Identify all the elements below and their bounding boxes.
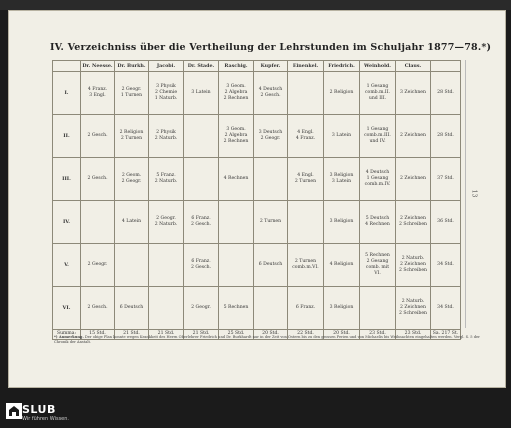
row-total: 28 Std. — [431, 115, 461, 158]
lesson-cell — [81, 201, 115, 244]
column-header: Einenkel. — [288, 61, 324, 72]
summary-total: Sa. 217 St. — [431, 330, 461, 340]
summary-total: 22 Std. — [288, 330, 324, 340]
summary-total: 15 Std. — [81, 330, 115, 340]
lesson-cell: 6 Deutsch — [254, 244, 288, 287]
lesson-cell: 4 Engl. 2 Turnen — [288, 158, 324, 201]
table-row — [53, 201, 461, 244]
lesson-cell: 3 Physik 2 Chemie 1 Naturb. — [149, 72, 184, 115]
lesson-cell: 2 Religion 2 Turnen — [115, 115, 149, 158]
table-row — [53, 158, 461, 201]
slub-logo-icon — [6, 403, 22, 419]
lesson-cell: 3 Geom. 2 Algebra 2 Rechnen — [219, 72, 254, 115]
lesson-cell — [288, 201, 324, 244]
lesson-cell: 3 Religion 3 Latein — [324, 158, 360, 201]
lesson-cell: 6 Franz. 2 Gesch. — [184, 244, 219, 287]
lesson-cell: 5 Franz. 2 Naturb. — [149, 158, 184, 201]
lesson-cell: 4 Rechnen — [219, 158, 254, 201]
lesson-cell — [219, 201, 254, 244]
lesson-cell: 3 Religion — [324, 287, 360, 330]
library-name: SLUB — [22, 403, 56, 416]
column-header: Raschig. — [219, 61, 254, 72]
lesson-cell: 3 Religion — [324, 201, 360, 244]
row-total: 34 Std. — [431, 244, 461, 287]
lesson-cell — [288, 72, 324, 115]
schedule-table — [52, 60, 461, 340]
lesson-cell: 5 Rechnen 2 Gesang comb. mit VI. — [360, 244, 396, 287]
lesson-cell: 2 Geogr. 2 Naturb. — [149, 201, 184, 244]
column-header: Friedrich. — [324, 61, 360, 72]
lesson-cell: 2 Turnen — [254, 201, 288, 244]
summary-total: 21 Std. — [184, 330, 219, 340]
lesson-cell: 2 Gesch. — [81, 115, 115, 158]
table-row — [53, 115, 461, 158]
lesson-cell: 4 Deutsch 1 Gesang comb.m.IV. — [360, 158, 396, 201]
summary-total: 20 Std. — [254, 330, 288, 340]
lesson-cell: 4 Franz. 3 Engl. — [81, 72, 115, 115]
lesson-cell: 3 Latein — [184, 72, 219, 115]
table-row — [53, 244, 461, 287]
column-header: Claus. — [396, 61, 431, 72]
lesson-cell: 2 Geom. 2 Geogr. — [115, 158, 149, 201]
table-row — [53, 287, 461, 330]
lesson-cell: 2 Geogr. — [81, 244, 115, 287]
lesson-cell — [184, 115, 219, 158]
lesson-cell: 6 Franz. — [288, 287, 324, 330]
lesson-cell: 2 Gesch. — [81, 287, 115, 330]
lesson-cell: 3 Zeichnen — [396, 72, 431, 115]
column-header: Dr. Neesse. — [81, 61, 115, 72]
lesson-cell: 2 Naturb. 2 Zeichnen 2 Schreiben — [396, 287, 431, 330]
margin-rule — [465, 60, 466, 328]
class-label: IV. — [53, 201, 81, 244]
book-spine — [0, 0, 511, 10]
class-label: I. — [53, 72, 81, 115]
lesson-cell — [254, 287, 288, 330]
table-row — [53, 72, 461, 115]
lesson-cell: 1 Gesang comb.m.III. und IV. — [360, 115, 396, 158]
row-total: 28 Std. — [431, 72, 461, 115]
class-label: VI. — [53, 287, 81, 330]
lesson-cell: 2 Gesch. — [81, 158, 115, 201]
column-header — [53, 61, 81, 72]
lesson-cell: 3 Latein — [324, 115, 360, 158]
lesson-cell — [184, 158, 219, 201]
lesson-cell: 4 Religion — [324, 244, 360, 287]
lesson-cell: 4 Engl. 4 Franz. — [288, 115, 324, 158]
row-total: 36 Std. — [431, 201, 461, 244]
column-header: Weinhold. — [360, 61, 396, 72]
footnote-text: Der obige Plan konnte wegen Krankheit des Herrn Oberlehrer Friedrich und Dr. Burkhardt nur in der Zeit von Ostern bis zu den grossen Ferien und von Michaelis bis Weihnachten eingehalten werden. Vergl. S. 5 der Chronik der Anstalt. — [54, 335, 480, 345]
summary-total: 23 Std. — [396, 330, 431, 340]
lesson-cell: 3 Geom. 2 Algebra 2 Rechnen — [219, 115, 254, 158]
lesson-cell — [115, 244, 149, 287]
summary-total: 21 Std. — [149, 330, 184, 340]
lesson-cell: 1 Gesang comb.m.II. und III. — [360, 72, 396, 115]
lesson-cell — [254, 158, 288, 201]
lesson-cell: 5 Deutsch 4 Rechnen — [360, 201, 396, 244]
class-label: V. — [53, 244, 81, 287]
header-row — [53, 61, 461, 72]
row-total: 34 Std. — [431, 287, 461, 330]
lesson-cell — [149, 244, 184, 287]
library-tagline: Wir führen Wissen. — [22, 416, 70, 422]
footnote-label: *) Anmerkung. — [54, 335, 84, 339]
lesson-cell: 2 Geogr. 1 Turnen — [115, 72, 149, 115]
column-header: Dr. Burkh. — [115, 61, 149, 72]
table-body — [53, 72, 461, 340]
summary-total: 23 Std. — [360, 330, 396, 340]
class-label: II. — [53, 115, 81, 158]
summary-total: 20 Std. — [324, 330, 360, 340]
row-total: 37 Std. — [431, 158, 461, 201]
lesson-cell — [360, 287, 396, 330]
lesson-cell: 4 Latein — [115, 201, 149, 244]
lesson-cell: 5 Rechnen — [219, 287, 254, 330]
lesson-cell: 6 Franz. 2 Gesch. — [184, 201, 219, 244]
lesson-cell: 6 Deutsch — [115, 287, 149, 330]
lesson-cell: 3 Deutsch 2 Geogr. — [254, 115, 288, 158]
summary-total: 25 Std. — [219, 330, 254, 340]
lesson-cell: 2 Geogr. — [184, 287, 219, 330]
lesson-cell: 4 Deutsch 2 Gesch. — [254, 72, 288, 115]
lesson-cell: 2 Naturb. 2 Zeichnen 2 Schreiben — [396, 244, 431, 287]
footnote — [54, 335, 484, 346]
lesson-cell: 2 Zeichnen — [396, 158, 431, 201]
page-number: 13 — [470, 189, 478, 198]
lesson-cell: 2 Turnen comb.m.VI. — [288, 244, 324, 287]
lesson-cell: 2 Physik 2 Naturb. — [149, 115, 184, 158]
summary-label: Summa: — [53, 330, 81, 340]
column-header: Jacobi. — [149, 61, 184, 72]
column-header: Kupfer. — [254, 61, 288, 72]
lesson-cell: 2 Religion — [324, 72, 360, 115]
lesson-cell — [149, 287, 184, 330]
lesson-cell — [219, 244, 254, 287]
lesson-cell: 2 Zeichnen — [396, 115, 431, 158]
column-header: Dr. Stade. — [184, 61, 219, 72]
class-label: III. — [53, 158, 81, 201]
column-header — [431, 61, 461, 72]
page-title: IV. Verzeichniss über die Vertheilung der Lehrstunden im Schuljahr 1877—78.*) — [50, 42, 492, 53]
summary-total: 21 Std. — [115, 330, 149, 340]
lesson-cell: 2 Zeichnen 2 Schreiben — [396, 201, 431, 244]
